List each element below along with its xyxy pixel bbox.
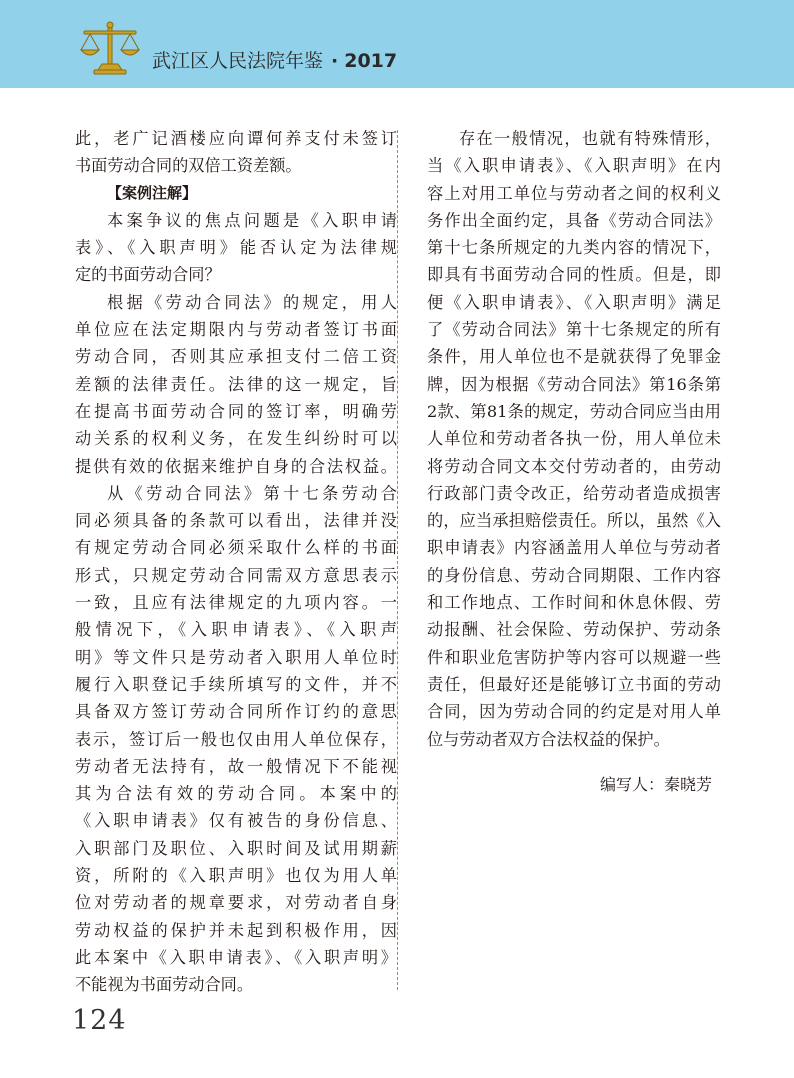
yearbook-name: 武江区人民法院年鉴 [152,50,324,72]
text-line: 责任，但最好还是能够订立书面的劳动 [427,674,721,694]
text-line: 了《劳动合同法》第十七条规定的所有 [427,320,721,340]
text-line: 差额的法律责任。法律的这一规定，旨 [75,374,397,394]
text-line: 动关系的权利义务，在发生纠纷时可以 [75,429,397,449]
text-line: 定的书面劳动合同？ [75,265,221,285]
text-line: 动报酬、社会保险、劳动保护、劳动条 [427,620,721,640]
text-line: 行政部门责令改正，给劳动者造成损害 [427,483,721,503]
page-number: 124 [72,1005,127,1036]
text-line: 此，老广记酒楼应向谭何养支付未签订 [75,129,397,148]
header-title [152,46,397,76]
text-line: 当《入职申请表》、《入职声明》在内 [427,156,721,176]
text-line: 便《入职申请表》、《入职声明》满足 [427,292,721,312]
text-line: 职申请表》内容涵盖用人单位与劳动者 [427,538,721,558]
text-line: 劳动合同，否则其应承担支付二倍工资 [75,347,397,367]
text-line: 不能视为书面劳动合同。 [75,975,254,995]
text-line: 书面劳动合同的双倍工资差额。 [75,156,302,176]
text-line: 提供有效的依据来维护自身的合法权益。 [75,456,397,476]
section-heading: 【案例注解】 [107,183,198,202]
text-line: 2款、第81条的规定，劳动合同应当由用 [427,401,721,421]
text-line: 即具有书面劳动合同的性质。但是，即 [427,265,721,285]
text-line: 表示，签订后一般也仅由用人单位保存， [75,729,397,749]
author-credit: 编写人：秦晓芳 [600,775,713,794]
text-line: 明》等文件只是劳动者入职用人单位时 [75,647,397,667]
text-line: 本案争议的焦点问题是《入职申请 [107,210,397,230]
text-line: 将劳动合同文本交付劳动者的，由劳动 [427,456,721,476]
text-line: 履行入职登记手续所填写的文件，并不 [75,674,397,694]
scales-of-justice-icon [78,20,142,78]
text-line: 一致，且应有法律规定的九项内容。一 [75,593,397,613]
text-line: 具备双方签订劳动合同所作订约的意思 [75,702,397,722]
text-line: 条件，用人单位也不是就获得了免罪金 [427,347,721,367]
text-line: 形式，只规定劳动合同需双方意思表示 [75,565,397,585]
text-line: 同必须具备的条款可以看出，法律并没 [75,511,397,531]
text-line: 件和职业危害防护等内容可以规避一些 [427,647,721,667]
text-line: 存在一般情况，也就有特殊情形， [459,129,721,148]
text-line: 劳动者无法持有，故一般情况下不能视 [75,756,397,776]
text-line: 单位应在法定期限内与劳动者签订书面 [75,320,397,340]
text-line: 和工作地点、工作时间和休息休假、劳 [427,593,721,613]
text-line: 此本案中《入职申请表》、《入职声明》 [75,947,397,967]
text-line: 的，应当承担赔偿责任。所以，虽然《入 [427,511,721,531]
text-line: 《入职申请表》仅有被告的身份信息、 [75,811,397,831]
text-line: 表》、《入职声明》能否认定为法律规 [75,238,397,258]
title-separator: · [331,50,339,72]
text-line: 有规定劳动合同必须采取什么样的书面 [75,538,397,558]
text-line: 位与劳动者双方合法权益的保护。 [427,729,670,749]
right-column [427,125,721,753]
text-line: 在提高书面劳动合同的签订率，明确劳 [75,401,397,421]
text-line: 牌，因为根据《劳动合同法》第16条第 [427,374,721,394]
text-line: 的身份信息、劳动合同期限、工作内容 [427,565,721,585]
yearbook-year: 2017 [344,50,398,72]
text-line: 其为合法有效的劳动合同。本案中的 [75,784,397,804]
left-column [75,125,397,999]
text-line: 劳动权益的保护并未起到积极作用，因 [75,920,397,940]
text-line: 位对劳动者的规章要求，对劳动者自身 [75,893,397,913]
text-line: 资，所附的《入职声明》也仅为用人单 [75,866,397,886]
text-line: 容上对用工单位与劳动者之间的权利义 [427,183,721,203]
text-line: 般情况下，《入职申请表》、《入职声 [75,620,397,640]
text-line: 根据《劳动合同法》的规定，用人 [107,292,397,312]
text-line: 务作出全面约定，具备《劳动合同法》 [427,210,721,230]
text-line: 合同，因为劳动合同的约定是对用人单 [427,702,721,722]
text-line: 人单位和劳动者各执一份，用人单位未 [427,429,721,449]
column-divider [397,130,398,990]
text-line: 第十七条所规定的九类内容的情况下， [427,238,721,258]
text-line: 入职部门及职位、入职时间及试用期薪 [75,838,397,858]
text-line: 从《劳动合同法》第十七条劳动合 [107,483,397,503]
